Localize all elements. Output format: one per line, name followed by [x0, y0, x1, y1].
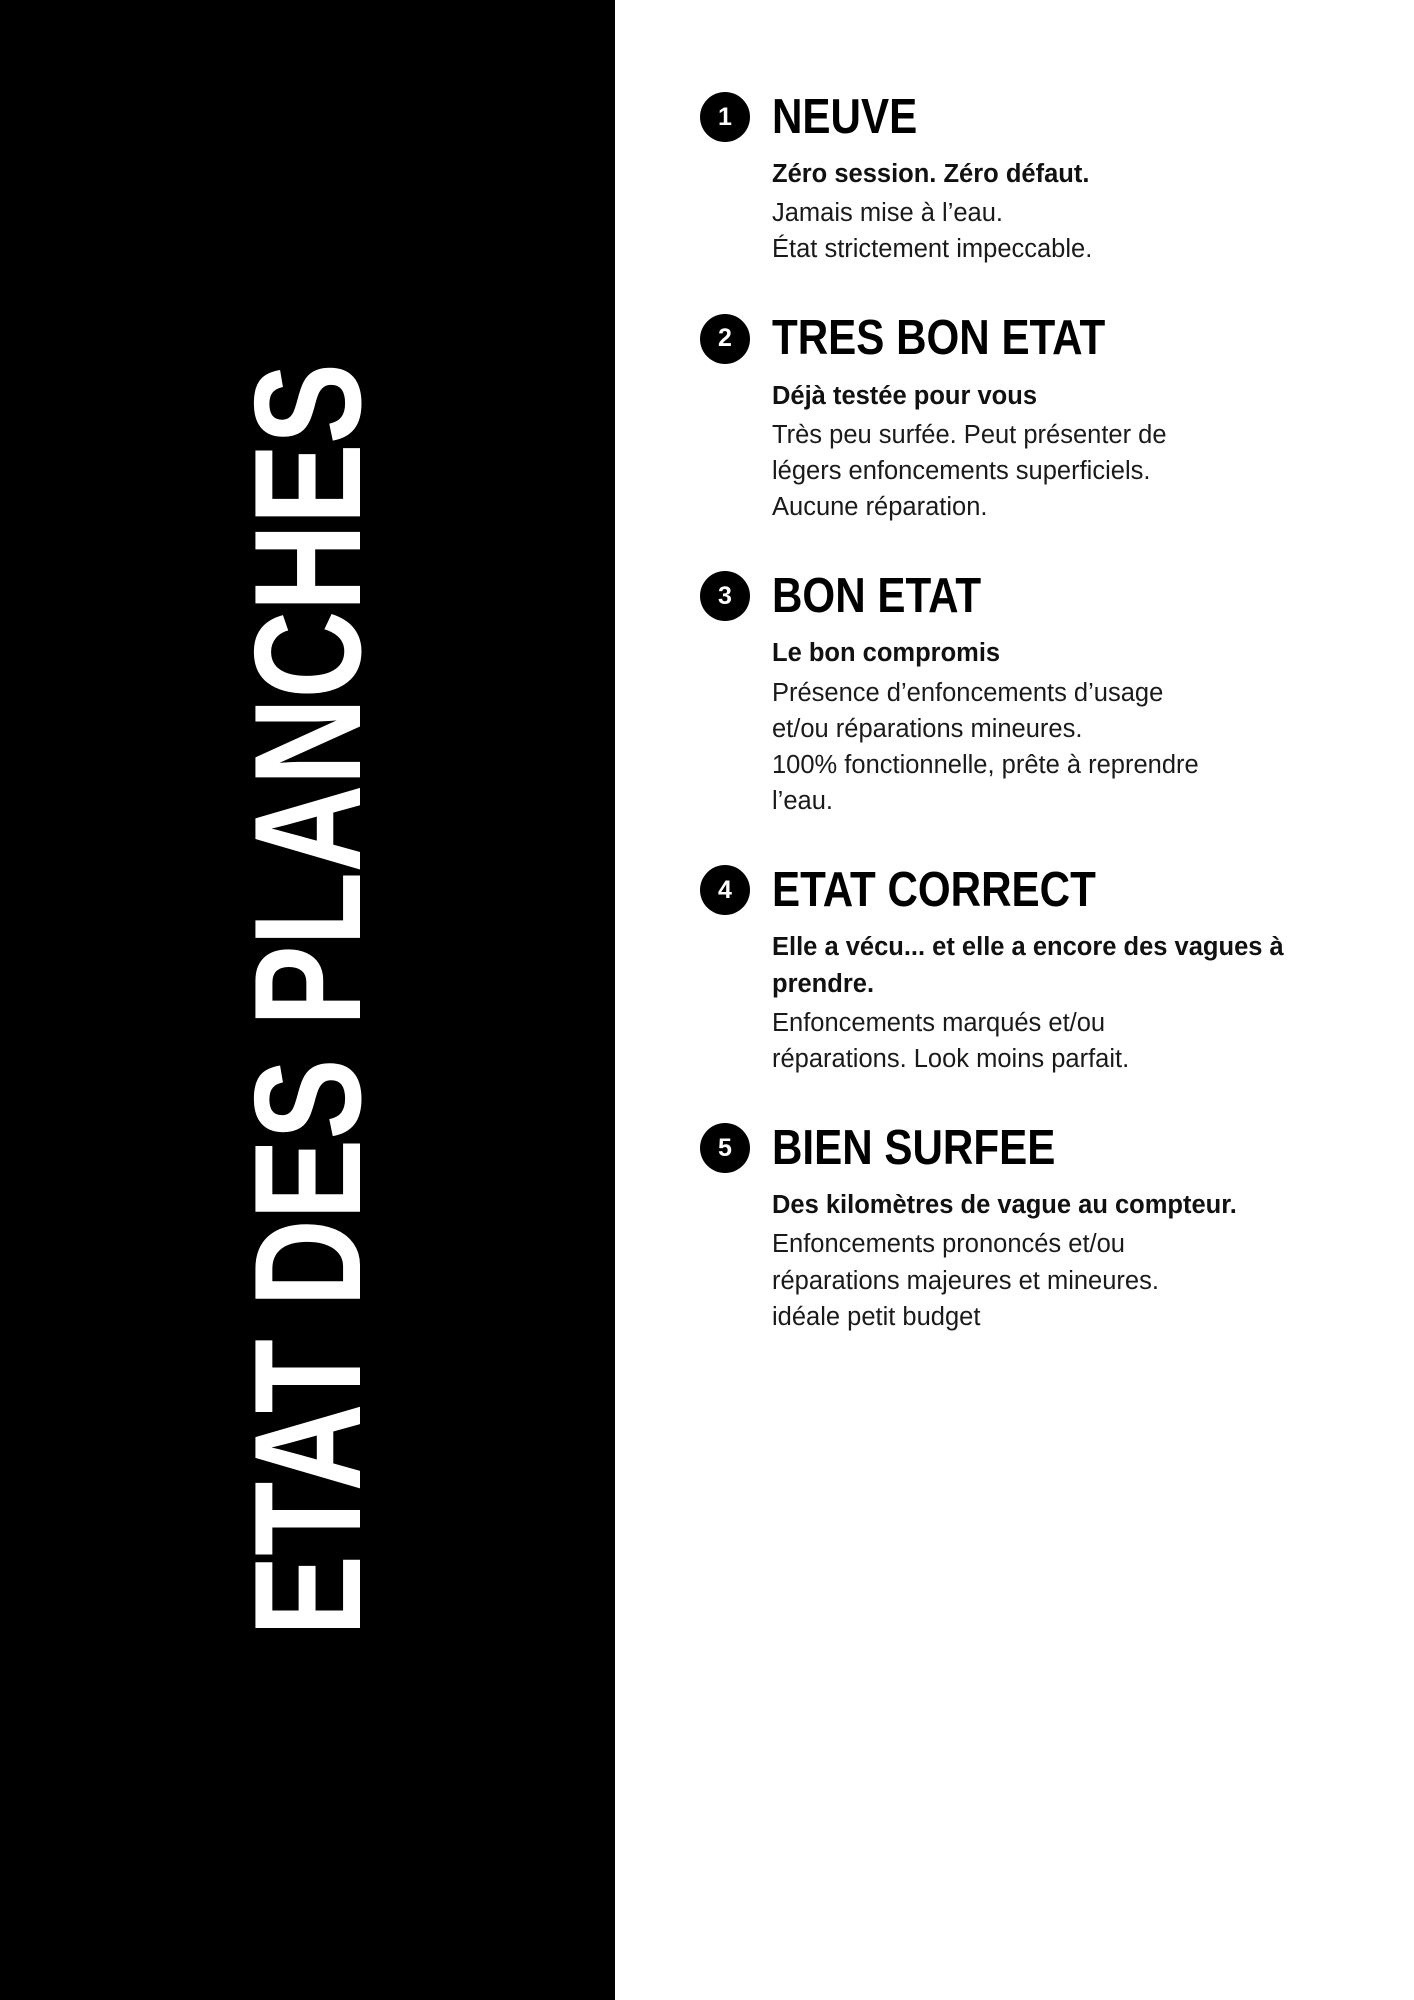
item-description: Très peu surfée. Peut présenter de légers enfoncements superficiels. Aucune réparation.: [772, 420, 1167, 522]
poster-title-text: ETAT DES PLANCHES: [222, 363, 393, 1637]
item-description: Jamais mise à l’eau. État strictement impeccable.: [772, 199, 1093, 264]
item-title: NEUVE: [772, 89, 918, 144]
status-badge: 5: [700, 1123, 750, 1173]
item-description: Présence d’enfoncements d’usage et/ou réparations mineures. 100% fonctionnelle, prête à reprendre l’eau.: [772, 678, 1199, 816]
list-item: [700, 862, 1344, 1077]
item-lead: Zéro session. Zéro défaut.: [772, 160, 1090, 188]
item-body: [700, 635, 1344, 819]
status-badge: 1: [700, 92, 750, 142]
item-lead: Des kilomètres de vague au compteur.: [772, 1191, 1237, 1220]
status-badge: 3: [700, 571, 750, 621]
item-description: Enfoncements prononcés et/ou réparations majeures et mineures. idéale petit budget: [772, 1230, 1159, 1331]
item-lead: Elle a vécu... et elle a encore des vagues à prendre.: [772, 933, 1284, 998]
item-lead: Le bon compromis: [772, 639, 1001, 668]
item-title: BON ETAT: [772, 568, 982, 623]
status-badge: 2: [700, 314, 750, 364]
poster-title: [222, 205, 393, 1795]
vertical-title-wrapper: [0, 0, 615, 2000]
list-item: [700, 1120, 1344, 1335]
item-body: [700, 378, 1344, 526]
status-badge: 4: [700, 865, 750, 915]
item-description: Enfoncements marqués et/ou réparations. Look moins parfait.: [772, 1008, 1130, 1074]
list-item: [700, 311, 1344, 526]
item-lead: Déjà testée pour vous: [772, 381, 1037, 410]
item-title: ETAT CORRECT: [772, 862, 1096, 917]
list-item: [700, 568, 1344, 819]
item-header: [700, 89, 1344, 144]
list-item: [700, 89, 1344, 268]
condition-list: [615, 0, 1414, 2000]
item-header: [700, 862, 1344, 917]
item-body: [700, 156, 1344, 268]
item-title: TRES BON ETAT: [772, 311, 1106, 366]
item-title: BIEN SURFEE: [772, 1120, 1056, 1175]
item-header: [700, 568, 1344, 623]
left-title-panel: [0, 0, 615, 2000]
item-header: [700, 311, 1344, 366]
item-header: [700, 1120, 1344, 1175]
item-body: [700, 929, 1344, 1077]
item-body: [700, 1187, 1344, 1335]
